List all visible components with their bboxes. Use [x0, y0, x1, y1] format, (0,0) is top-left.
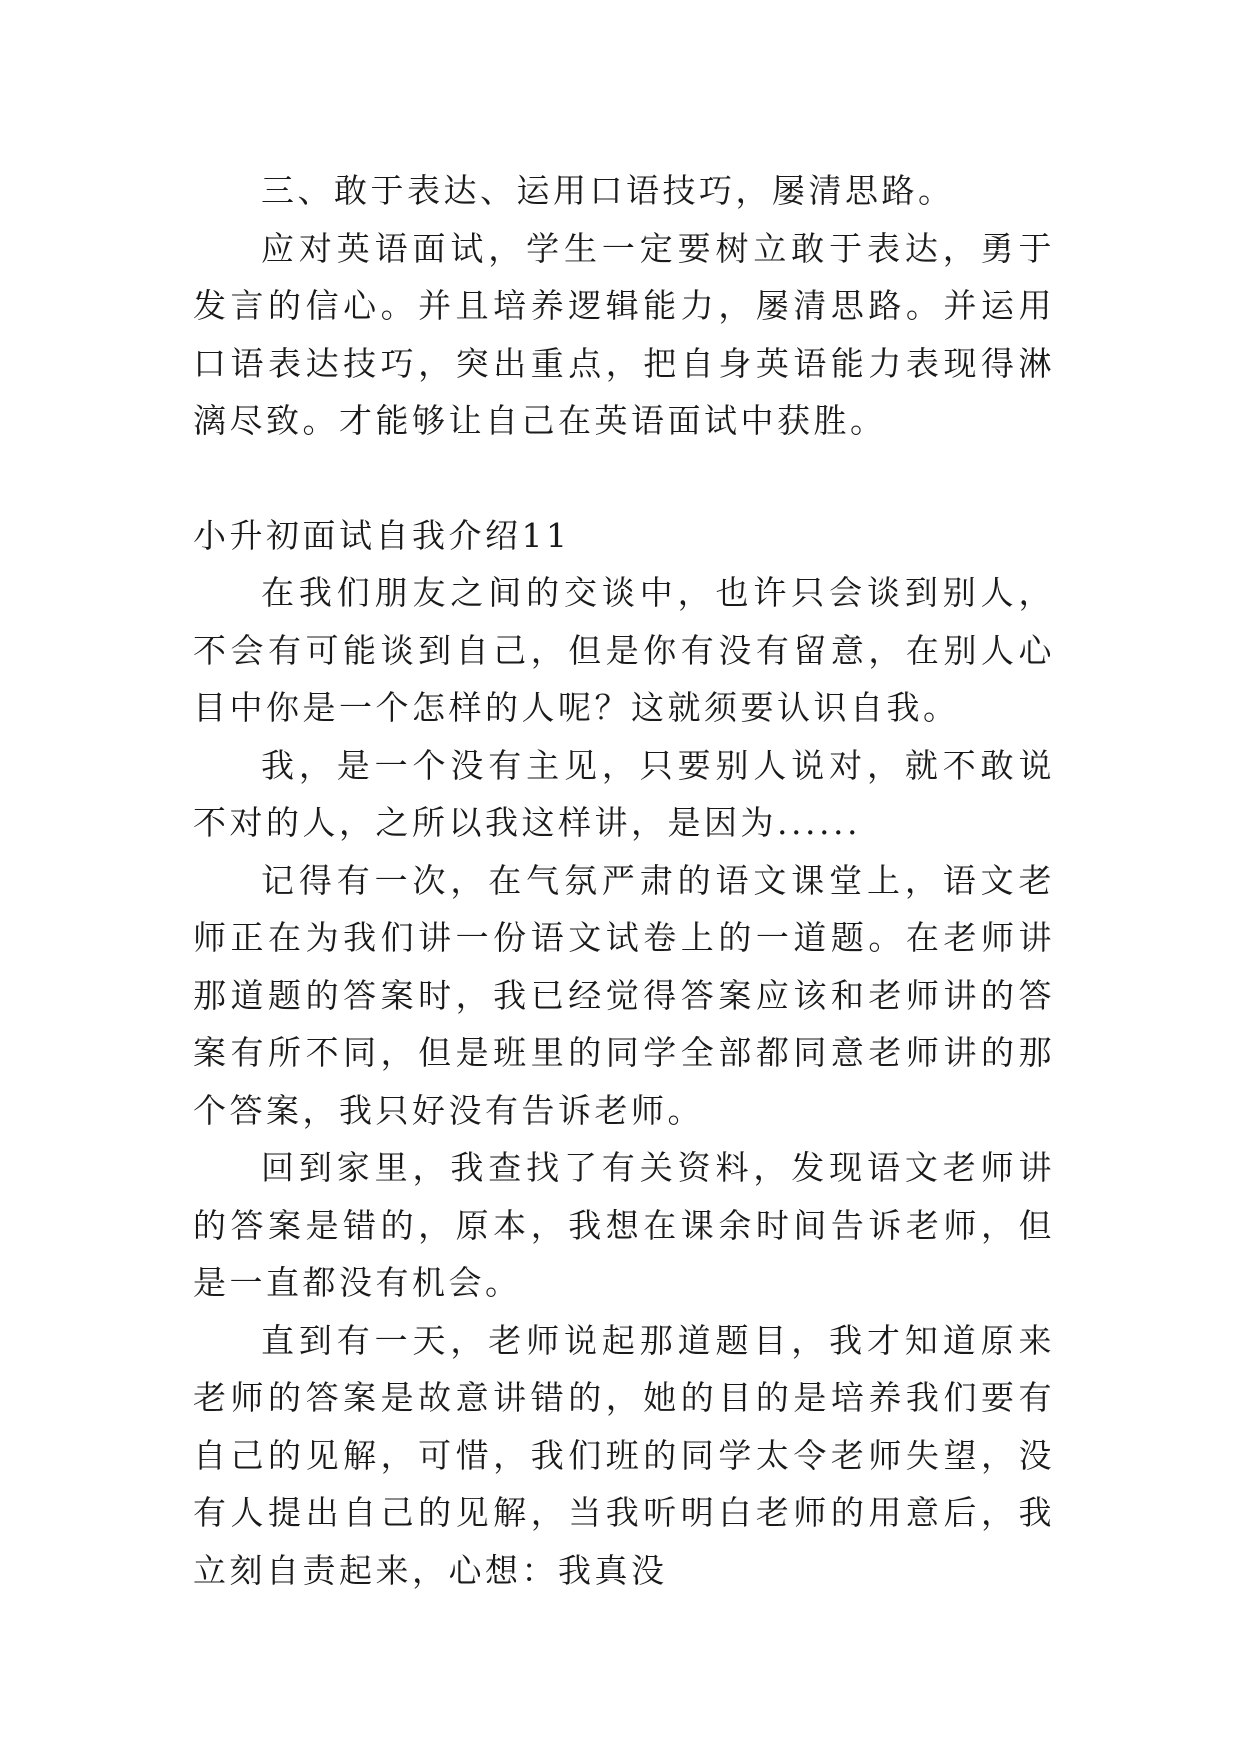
- section-heading: 小升初面试自我介绍11: [193, 515, 571, 555]
- paragraph-section-three-title: 三、敢于表达、运用口语技巧，屡清思路。: [261, 171, 955, 210]
- document-body: [193, 162, 1055, 1599]
- paragraph-teacher-intention: 直到有一天，老师说起那道题目，我才知道原来老师的答案是故意讲错的，她的目的是培养我们要有自己的见解，可惜，我们班的同学太令老师失望，没有人提出自己的见解，当我听明白老师的用意后，我立刻自责起来，心想：我真没: [193, 1320, 1055, 1590]
- paragraph-self-knowledge: 在我们朋友之间的交谈中，也许只会谈到别人，不会有可能谈到自己，但是你有没有留意，在别人心目中你是一个怎样的人呢？这就须要认识自我。: [193, 573, 1055, 727]
- paragraph-english-interview: 应对英语面试，学生一定要树立敢于表达，勇于发言的信心。并且培养逻辑能力，屡清思路。并运用口语表达技巧，突出重点，把自身英语能力表现得淋漓尽致。才能够让自己在英语面试中获胜。: [193, 228, 1055, 440]
- paragraph-back-home: 回到家里，我查找了有关资料，发现语文老师讲的答案是错的，原本，我想在课余时间告诉老师，但是一直都没有机会。: [193, 1148, 1055, 1302]
- paragraph-no-opinion: 我，是一个没有主见，只要别人说对，就不敢说不对的人，之所以我这样讲，是因为......: [193, 745, 1055, 842]
- paragraph-chinese-class: 记得有一次，在气氛严肃的语文课堂上，语文老师正在为我们讲一份语文试卷上的一道题。在老师讲那道题的答案时，我已经觉得答案应该和老师讲的答案有所不同，但是班里的同学全部都同意老师讲的那个答案，我只好没有告诉老师。: [193, 860, 1055, 1130]
